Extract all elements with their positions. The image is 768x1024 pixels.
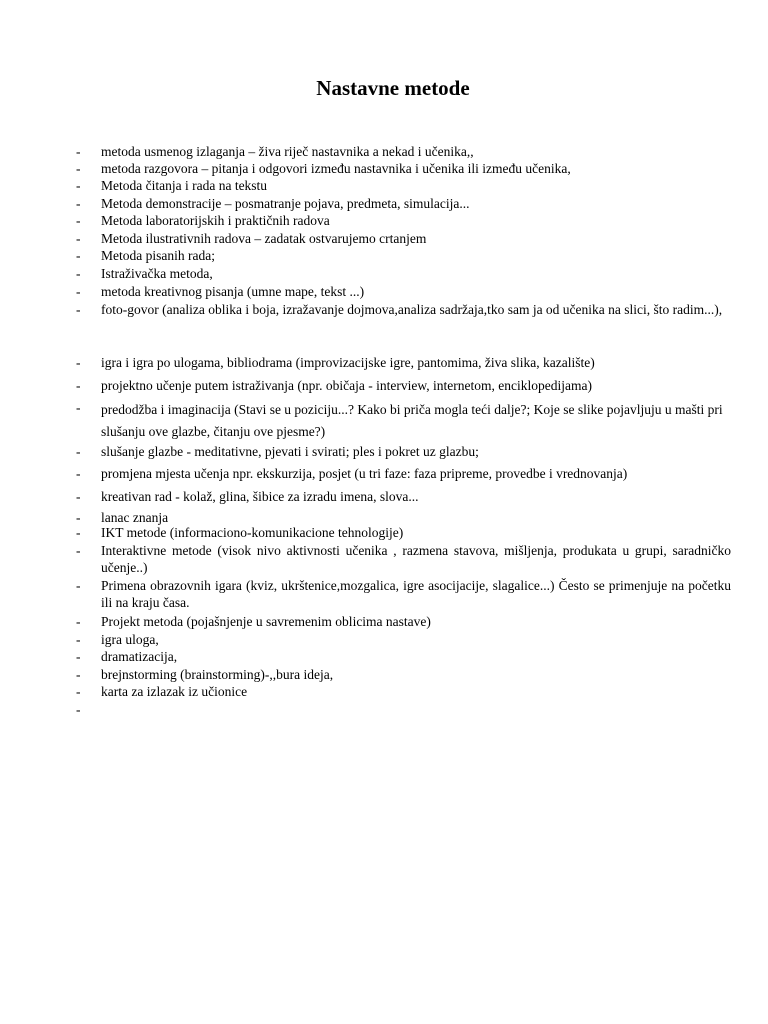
bullet-dash: - bbox=[76, 400, 81, 415]
bullet-dash: - bbox=[76, 510, 81, 525]
list-item-text: Metoda pisanih rada; bbox=[101, 248, 215, 263]
list-item-text: lanac znanja bbox=[101, 510, 169, 525]
list-item-text: Projekt metoda (pojašnjenje u savremenim oblicima nastave) bbox=[101, 614, 431, 629]
list-item-text: Istraživačka metoda, bbox=[101, 266, 213, 281]
list-item-text: IKT metode (informaciono-komunikacione tehnologije) bbox=[101, 525, 404, 540]
bullet-dash: - bbox=[76, 543, 81, 558]
list-item-text: foto-govor (analiza oblika i boja, izražavanje dojmova,analiza sadržaja,tko sam ja od učenika na slici, što radim...), bbox=[101, 302, 723, 317]
bullet-dash: - bbox=[76, 213, 81, 228]
list-item-text: metoda usmenog izlaganja – živa riječ nastavnika a nekad i učenika,, bbox=[101, 144, 474, 159]
bullet-dash: - bbox=[76, 302, 81, 317]
bullet-dash: - bbox=[76, 266, 81, 281]
bullet-dash: - bbox=[76, 161, 81, 176]
bullet-dash: - bbox=[76, 196, 81, 211]
bullet-dash: - bbox=[76, 178, 81, 193]
document-title: Nastavne metode bbox=[316, 76, 470, 100]
bullet-dash: - bbox=[76, 466, 81, 481]
bullet-dash: - bbox=[76, 444, 81, 459]
bullet-dash: - bbox=[76, 284, 81, 299]
bullet-dash: - bbox=[76, 231, 81, 246]
list-item-text: dramatizacija, bbox=[101, 649, 178, 664]
list-item-text: Metoda ilustrativnih radova – zadatak ostvarujemo crtanjem bbox=[101, 231, 427, 246]
list-item-text: Metoda laboratorijskih i praktičnih radova bbox=[101, 213, 330, 228]
list-item-text: slušanje glazbe - meditativne, pjevati i svirati; ples i pokret uz glazbu; bbox=[101, 444, 479, 459]
bullet-dash: - bbox=[76, 702, 81, 717]
list-item-text: predodžba i imaginacija (Stavi se u poziciju...? Kako bi priča mogla teći dalje?; Koje se slike pojavljuju u mašti pri slušanju ove glazbe, čitanju ove pjesme?) bbox=[101, 402, 723, 439]
list-item-text: promjena mjesta učenja npr. ekskurzija, posjet (u tri faze: faza pripreme, provedbe i vrednovanja) bbox=[101, 466, 628, 481]
list-item-text: igra uloga, bbox=[101, 632, 159, 647]
bullet-dash: - bbox=[76, 525, 81, 540]
bullet-dash: - bbox=[76, 489, 81, 504]
list-item-text: metoda razgovora – pitanja i odgovori između nastavnika i učenika ili između učenika, bbox=[101, 161, 571, 176]
bullet-dash: - bbox=[76, 248, 81, 263]
list-item-text: kreativan rad - kolaž, glina, šibice za izradu imena, slova... bbox=[101, 489, 419, 504]
list-item-text: Interaktivne metode (visok nivo aktivnosti učenika , razmena stavova, mišljenja, produkata u grupi, saradničko učenje..) bbox=[101, 543, 731, 575]
bullet-dash: - bbox=[76, 614, 81, 629]
list-item-text: metoda kreativnog pisanja (umne mape, tekst ...) bbox=[101, 284, 365, 299]
bullet-dash: - bbox=[76, 144, 81, 159]
bullet-dash: - bbox=[76, 578, 81, 593]
bullet-dash: - bbox=[76, 355, 81, 370]
list-item-text: Metoda čitanja i rada na tekstu bbox=[101, 178, 268, 193]
list-item-text: igra i igra po ulogama, bibliodrama (improvizacijske igre, pantomima, živa slika, kazalište) bbox=[101, 355, 595, 370]
list-item-text: projektno učenje putem istraživanja (npr. običaja - interview, internetom, enciklopedijama) bbox=[101, 378, 592, 393]
list-item-text: Metoda demonstracije – posmatranje pojava, predmeta, simulacija... bbox=[101, 196, 470, 211]
bullet-dash: - bbox=[76, 649, 81, 664]
list-item-text: brejnstorming (brainstorming)-,,bura ideja, bbox=[101, 667, 334, 682]
list-item-text: Primena obrazovnih igara (kviz, ukrštenice,mozgalica, igre asocijacije, slagalice...) Često se primenjuje na početku ili na kraju časa. bbox=[101, 578, 731, 610]
bullet-dash: - bbox=[76, 667, 81, 682]
bullet-dash: - bbox=[76, 684, 81, 699]
list-item-text: karta za izlazak iz učionice bbox=[101, 684, 248, 699]
bullet-dash: - bbox=[76, 632, 81, 647]
bullet-dash: - bbox=[76, 378, 81, 393]
